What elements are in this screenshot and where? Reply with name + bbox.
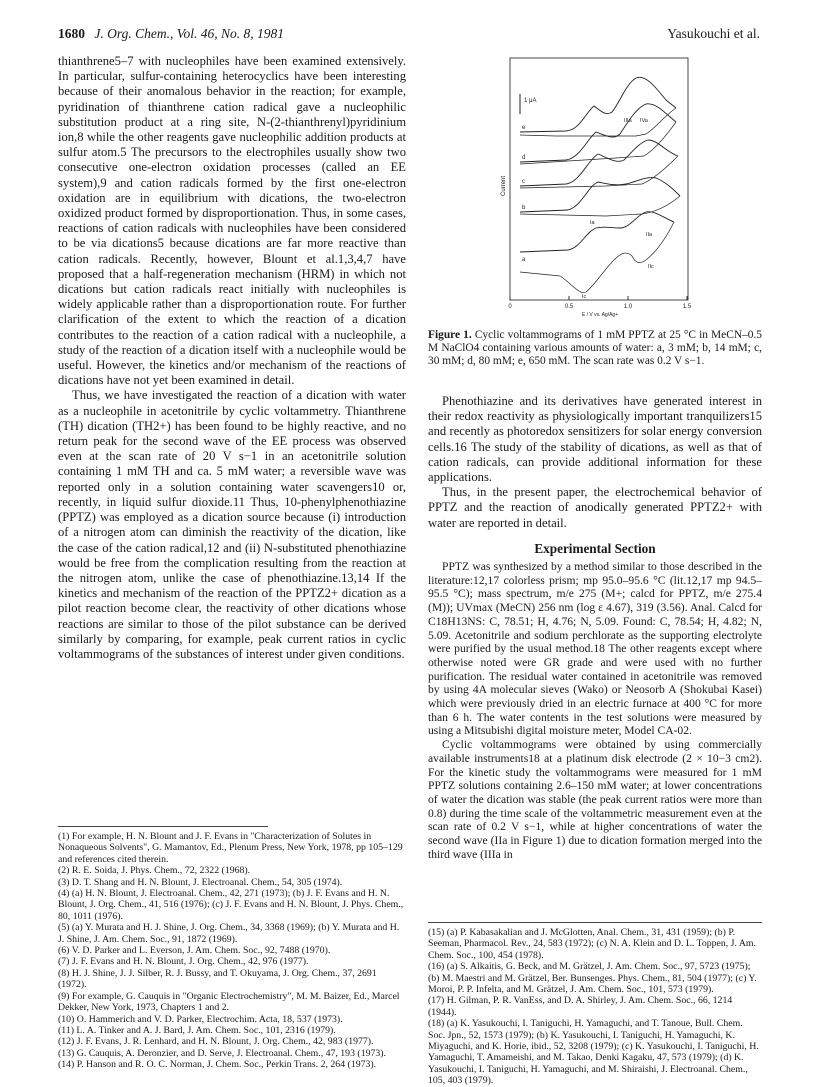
footnote: (15) (a) P. Kabasakalian and J. McGlotten, Anal. Chem., 31, 431 (1959); (b) P. Seeman, Pharmacol. Rev., 24, 583 (1972); (c) N. A. Klein and D. L. Toppen, J. Am. Chem. Soc., 100, 454 (1978).	[428, 927, 756, 961]
footnote: (18) (a) K. Yasukouchi, I. Taniguchi, H. Yamaguchi, and T. Tanoue, Bull. Chem. Soc. Jpn., 52, 1573 (1979); (b) K. Yasukouchi, I. Taniguchi, H. Yamaguchi, K. Miyaguchi, and K. Horie, ibid., 52, 3208 (1979); (c) K. Yasukouchi, I. Taniguchi, H. Yamaguchi, T. Amameishi, and M. Takao, Denki Kagaku, 47, 573 (1979); (d) K. Yasukouchi, I. Taniguchi, H. Yamaguchi, and M. Shiraishi, J. Electroanal. Chem., 105, 403 (1979).	[428, 1018, 759, 1087]
body-paragraph: thianthrene5–7 with nucleophiles have been examined extensively. In particular, sulfur-containing heterocyclics have been interesting because of their anomalous behavior in the reaction; for example, pyridination of thianthrene cation radical gave a nucleophilic substitution product at a ring site, N-(2-thianthrenyl)pyridinium ion,8 while the other reagents gave nucleophilic addition products at sulfur atom.5 The precursors to the electrophiles usually show two consecutive one-electron oxidation processes (called an EE system),9 and cation radicals formed by the first one-electron oxidation are in equilibrium with dications, the two-electron oxidized product formed by disproportionation. Thus, in some cases, reactions of cation radicals with nucleophiles have been considered to be via dications5 because dications are far more reactive than cation radicals. Recently, however, Blount et al.1,3,4,7 have proposed that a half-regeneration mechanism (HRM) in which not dications but cation radicals react initially with nucleophiles is widely applicable rather than a disproportionation route. For further clarification of the extent to which the reaction of a dication contributes to the reaction of a cation radical with a nucleophile, a study of the reaction of a dication itself with a nucleophile would be useful. However, the kinetics and/or mechanism of the reactions of dications have not yet been examined in detail.	[58, 54, 406, 388]
footnote: (16) (a) S. Alkaitis, G. Beck, and M. Grätzel, J. Am. Chem. Soc., 97, 5723 (1975); (b) M. Maestri and M. Grätzel, Ber. Bunsenges. Phys. Chem., 81, 504 (1977); (c) Y. Moroi, P. P. Infelta, and M. Grätzel, J. Am. Chem. Soc., 101, 573 (1979).	[428, 961, 757, 996]
right-column-body	[428, 394, 762, 862]
peak-label-IIc: IIc	[648, 264, 654, 270]
caption-label: Figure 1.	[428, 329, 472, 341]
footnote: (12) J. F. Evans, J. R. Lenhard, and H. N. Blount, J. Org. Chem., 42, 983 (1977).	[58, 1036, 374, 1048]
x-axis-label: E / V vs. Ag/Ag+	[581, 312, 619, 318]
body-paragraph: Phenothiazine and its derivatives have generated interest in their redox reactivity as physiologically important tranquilizers15 and recently as photoredox sensitizers for solar energy conversion cells.16 The study of the stability of dications, as well as that of cation radicals, can provide additional information for these applications.	[428, 394, 762, 485]
peak-label-IVa: IVa	[640, 118, 648, 124]
page-number: 1680	[58, 26, 85, 41]
footnote: (14) P. Hanson and R. O. C. Norman, J. Chem. Soc., Perkin Trans. 2, 264 (1973).	[58, 1059, 377, 1071]
curve-d-return	[520, 122, 676, 164]
figure-1-caption	[428, 329, 762, 368]
curve-label-b: b	[522, 205, 526, 211]
footnote: (4) (a) H. N. Blount, J. Electroanal. Chem., 42, 271 (1973); (b) J. F. Evans and H. N. Blount, J. Org. Chem., 41, 516 (1976); (c) J. F. Evans and H. N. Blount, J. Phys. Chem., 80, 1011 (1976).	[58, 888, 404, 922]
curve-c	[520, 140, 678, 186]
curve-d	[520, 104, 676, 162]
experimental-paragraph: PPTZ was synthesized by a method similar to those described in the literature:12,17 colorless prism; mp 95.0–95.6 °C (lit.12,17 mp 94.5–95.5 °C); mass spectrum, m/e 275 (M+; calcd for PPTZ, m/e 275.4 (M)); UVmax (MeCN) 256 nm (log ε 4.67), 319 (3.56). Anal. Calcd for C18H13NS: C, 78.51; H, 4.76; N, 5.09. Found: C, 78.54; H, 4.82; N, 5.09. Acetonitrile and sodium perchlorate as the supporting electrolyte were purified by the usual method.18 The other reagents except where otherwise noted were GR grade and were used with no further purification. The residual water contained in acetonitrile was removed by using 4A molecular sieves (Wako) or Neosorb A (Shokubai Kasei) which were previously dried in an electric furnace at 400 °C for more than 6 h. The water contents in the test solutions were measured by using a Mitsubishi digital moisture meter, Model CA-02.	[428, 560, 762, 738]
footnote: (13) G. Cauquis, A. Deronzier, and D. Serve, J. Electroanal. Chem., 47, 193 (1973).	[58, 1047, 386, 1059]
peak-label-Ic: Ic	[582, 294, 587, 300]
peak-label-Ia: Ia	[590, 220, 595, 226]
footnote: (2) R. E. Soida, J. Phys. Chem., 72, 2322 (1968).	[58, 865, 251, 877]
experimental-paragraph: Cyclic voltammograms were obtained by using commercially available instruments18 at a platinum disk electrode (2 × 10−3 cm2). For the kinetic study the voltammograms were measured for 1 mM PPTZ solutions containing 2.6–150 mM water; at lower concentrations of water the dication was stable (the peak current ratios were more than 0.8) during the time scale of the voltammetric measurement even at the scan rate of 0.2 V s−1, while at higher concentrations of water the second wave (IIa in Figure 1) due to dication formation merged into the third wave (IIIa in	[428, 738, 762, 861]
footnote: (5) (a) Y. Murata and H. J. Shine, J. Org. Chem., 34, 3368 (1969); (b) Y. Murata and H. J. Shine, J. Am. Chem. Soc., 91, 1872 (1969).	[58, 922, 400, 945]
journal-citation: J. Org. Chem., Vol. 46, No. 8, 1981	[94, 26, 284, 41]
running-header	[58, 26, 760, 44]
x-tick-label: 0.5	[564, 304, 574, 310]
footnote: (6) V. D. Parker and L. Everson, J. Am. Chem. Soc., 92, 7488 (1970).	[58, 945, 331, 957]
footnote: (10) O. Hammerich and V. D. Parker, Electrochim. Acta, 18, 537 (1973).	[58, 1013, 343, 1025]
footnote: (11) L. A. Tinker and A. J. Bard, J. Am. Chem. Soc., 101, 2316 (1979).	[58, 1024, 336, 1036]
peak-label-IIIa: IIIa	[624, 118, 632, 124]
left-column-body	[58, 54, 406, 662]
curve-label-a: a	[522, 257, 526, 263]
peak-label-IIa: IIa	[646, 232, 653, 238]
body-paragraph: Thus, we have investigated the reaction of a dication with water as a nucleophile in acetonitrile by cyclic voltammetry. Thianthrene (TH) dication (TH2+) has been found to be highly reactive, and no return peak for the second wave of the EE process was observed even at the scan rate of 20 V s−1 in an acetonitrile solution containing 1 mM TH and ca. 5 mM water; a reversible wave was reported only in a solution containing water scavengers10 or, recently, in liquid sulfur dioxide.11 Thus, 10-phenylphenothiazine (PPTZ) was employed as a dication source because (i) introduction of a nitrogen atom can diminish the reactivity of the dication, like the case of the cation radical,12 and (ii) N-substituted phenothiazine would be free from the complication resulting from the reaction at the nitrogen atom, unlike the case of phenothiazine.13,14 If the kinetics and mechanism of the reaction of the PPTZ2+ dication as a pilot reaction become clear, the reactivity of other dications whose reactions are similar to those of the pilot substance can be derived similarly by comparing, for example, peak current ratios in cyclic voltammograms of the substances of interest under given conditions.	[58, 388, 406, 661]
curve-label-c: c	[522, 179, 525, 185]
y-axis-label: Current	[501, 175, 507, 197]
footnote: (7) J. F. Evans and H. N. Blount, J. Org. Chem., 42, 976 (1977).	[58, 956, 309, 968]
curve-label-e: e	[522, 125, 526, 131]
curve-b	[520, 178, 680, 212]
footnote-rule	[428, 922, 762, 923]
footnote: (3) D. T. Shang and H. N. Blount, J. Electroanal. Chem., 54, 305 (1974).	[58, 876, 343, 888]
x-tick-label: 1.5	[682, 304, 692, 310]
right-footnotes	[428, 927, 762, 1087]
curve-label-d: d	[522, 155, 526, 161]
scale-bar-label: 1 μA	[524, 98, 537, 104]
left-footnotes	[58, 831, 406, 1071]
header-left	[58, 26, 284, 42]
x-tick-label: 1.0	[623, 304, 633, 310]
header-authors: Yasukouchi et al.	[667, 26, 760, 41]
section-title: Experimental Section	[534, 540, 656, 556]
footnote-rule	[58, 826, 268, 827]
footnote: (1) For example, H. N. Blount and J. F. Evans in "Characterization of Solutes in Nonaqueous Solvents", G. Mamantov, Ed., Plenum Press, New York, 1978, pp 105–129 and references cited therein.	[58, 831, 403, 865]
footnote: (17) H. Gilman, P. R. VanEss, and D. A. Shirley, J. Am. Chem. Soc., 66, 1214 (1944).	[428, 995, 733, 1018]
footnote: (9) For example, G. Cauquis in "Organic Electrochemistry", M. M. Baizer, Ed., Marcel Dekker, New York, 1973, Chapters 1 and 2.	[58, 990, 400, 1014]
footnote: (8) H. J. Shine, J. J. Silber, R. J. Bussy, and T. Okuyama, J. Org. Chem., 37, 2691 (1972).	[58, 967, 377, 991]
figure-1-voltammograms	[496, 56, 696, 318]
body-paragraph: Thus, in the present paper, the electrochemical behavior of PPTZ and the reaction of anodically generated PPTZ2+ with water are reported in detail.	[428, 485, 762, 530]
caption-text: Cyclic voltammograms of 1 mM PPTZ at 25 °C in MeCN–0.5 M NaClO4 containing various amounts of water: a, 3 mM; b, 14 mM; c, 30 mM; d, 80 mM; e, 650 mM. The scan rate was 0.2 V s−1.	[428, 329, 762, 367]
x-tick-label: 0	[508, 304, 512, 310]
